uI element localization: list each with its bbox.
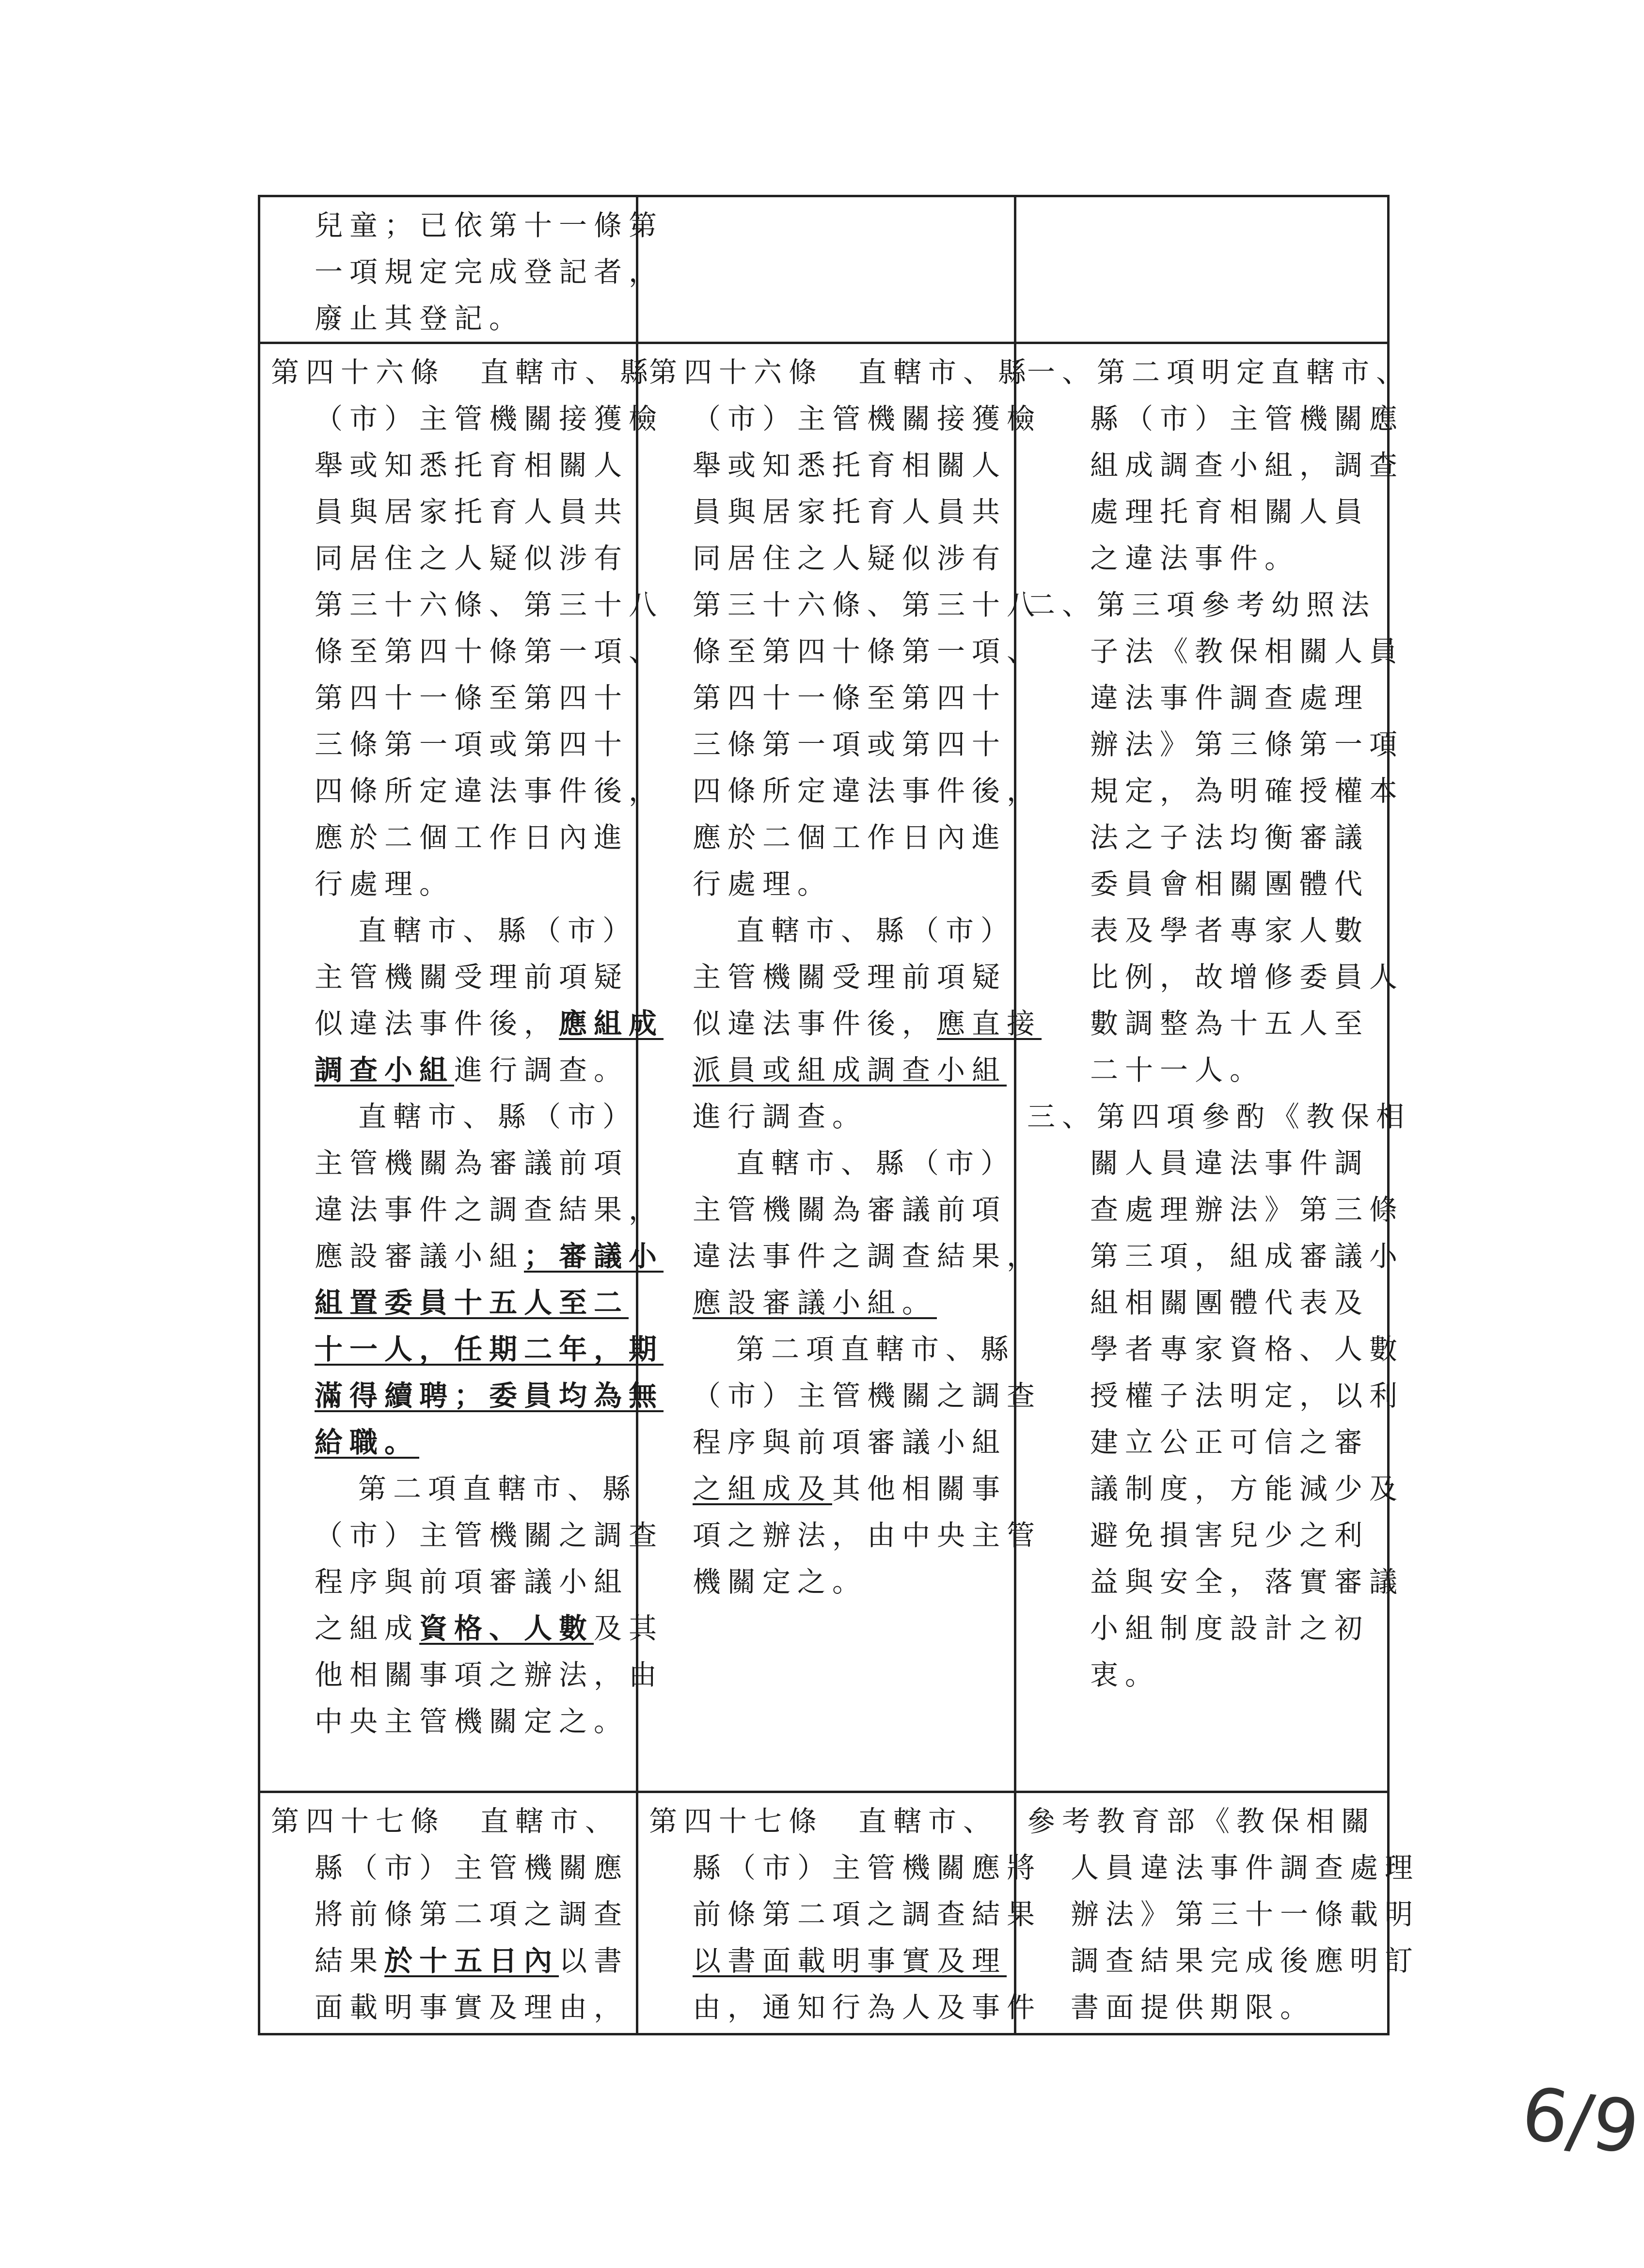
explanation-item: 三、第四項參酌《教保相 xyxy=(1027,1100,1411,1133)
text-line: 兒童；已依第十一條第 xyxy=(315,209,664,242)
text-line: 第三十六條、第三十八 xyxy=(693,588,1042,621)
text-line: 直轄市、縣（市） xyxy=(736,1147,1016,1180)
cell-current-text xyxy=(637,1792,1042,2034)
text-run: 以書 xyxy=(559,1944,629,1977)
text-line: 二十一人。 xyxy=(1090,1054,1265,1087)
text-line: 縣（市）主管機關應 xyxy=(1090,402,1405,435)
underlined-text: 應直接 xyxy=(937,1007,1042,1040)
text-line: 直轄市、縣（市） xyxy=(358,1100,638,1133)
text-line xyxy=(271,1000,664,1047)
text-line: 同居住之人疑似涉有 xyxy=(693,542,1007,575)
text-line: 比例，故增修委員人 xyxy=(1090,961,1405,993)
text-line: 違法事件調查處理 xyxy=(1090,681,1370,714)
text-line: 主管機關受理前項疑 xyxy=(315,961,629,993)
text-line: 行處理。 xyxy=(693,867,833,900)
table-row xyxy=(259,343,1389,1792)
text-line: 員與居家托育人員共 xyxy=(693,495,1007,528)
text-line: 程序與前項審議小組 xyxy=(315,1565,629,1598)
text-line: 組相關團體代表及 xyxy=(1090,1286,1370,1319)
text-line: 第三十六條、第三十八 xyxy=(315,588,664,621)
text-line xyxy=(271,1233,664,1279)
text-line: 同居住之人疑似涉有 xyxy=(315,542,629,575)
text-line: 中央主管機關定之。 xyxy=(315,1705,629,1738)
text-line xyxy=(271,1419,629,1465)
text-line: 子法《教保相關人員 xyxy=(1090,635,1405,668)
text-line: 四條所定違法事件後， xyxy=(693,774,1042,807)
text-line: 第二項直轄市、縣 xyxy=(736,1333,1016,1366)
text-line: 主管機關為審議前項 xyxy=(315,1147,629,1180)
table-row xyxy=(259,1792,1389,2034)
underlined-text: ；審議小 xyxy=(524,1240,664,1273)
text-run: 似違法事件後， xyxy=(315,1007,559,1040)
text-line: 辦法》第三十一條載明 xyxy=(1071,1898,1420,1931)
text-line: 法之子法均衡審議 xyxy=(1090,821,1370,854)
text-line: 組成調查小組，調查 xyxy=(1090,449,1405,482)
text-line: 委員會相關團體代 xyxy=(1090,867,1370,900)
text-line: 縣（市）主管機關應 xyxy=(315,1851,629,1884)
text-line: 第三項，組成審議小 xyxy=(1090,1240,1405,1273)
text-line: 直轄市、縣（市） xyxy=(358,914,638,947)
underlined-text: 以書面載明事實及理 xyxy=(693,1944,1007,1977)
text-line: 避免損害兒少之利 xyxy=(1090,1519,1370,1552)
explanation-item: 一、第二項明定直轄市、 xyxy=(1027,356,1411,389)
text-line: 益與安全，落實審議 xyxy=(1090,1565,1405,1598)
text-line: 三條第一項或第四十 xyxy=(693,728,1007,761)
underlined-text: 之組成及 xyxy=(693,1472,833,1505)
text-line: 議制度，方能減少及 xyxy=(1090,1472,1405,1505)
text-run: 其他相關事 xyxy=(832,1472,1007,1505)
text-line: 進行調查。 xyxy=(693,1100,868,1133)
text-line: 他相關事項之辦法，由 xyxy=(315,1658,664,1691)
text-line: 四條所定違法事件後， xyxy=(315,774,664,807)
article-heading: 第四十六條 直轄市、縣 xyxy=(649,356,1033,389)
text-line xyxy=(271,1605,664,1652)
cell-explanation xyxy=(1015,1792,1420,2034)
explanation-item: 二、第三項參考幼照法 xyxy=(1027,588,1376,621)
text-line: 建立公正可信之審 xyxy=(1090,1426,1370,1459)
text-run: 似違法事件後， xyxy=(693,1007,937,1040)
article-heading: 第四十七條 直轄市、 xyxy=(649,1805,998,1838)
underlined-text: 應組成 xyxy=(559,1007,664,1040)
text-line: 直轄市、縣（市） xyxy=(736,914,1016,947)
text-line xyxy=(649,1000,1042,1047)
text-line: 書面提供期限。 xyxy=(1071,1991,1315,2024)
text-line: 機關定之。 xyxy=(693,1565,868,1598)
article-heading: 第四十七條 直轄市、 xyxy=(271,1805,620,1838)
text-line: （市）主管機關接獲檢 xyxy=(693,402,1042,435)
text-line: 辦法》第三條第一項 xyxy=(1090,728,1405,761)
text-line xyxy=(649,1465,1007,1512)
text-line: 將前條第二項之調查 xyxy=(315,1898,629,1931)
cell-current-text xyxy=(637,196,1015,343)
text-line: 主管機關為審議前項 xyxy=(693,1193,1007,1226)
text-line: 表及學者專家人數 xyxy=(1090,914,1370,947)
text-line: 違法事件之調查結果， xyxy=(315,1193,664,1226)
underlined-text: 十一人，任期二年，期 xyxy=(315,1333,664,1366)
text-line: 員與居家托育人員共 xyxy=(315,495,629,528)
underlined-text: 於十五日內 xyxy=(384,1944,559,1977)
text-line: 處理托育相關人員 xyxy=(1090,495,1370,528)
text-line: 第四十一條至第四十 xyxy=(693,681,1007,714)
text-line: 主管機關受理前項疑 xyxy=(693,961,1007,993)
text-run: 及其 xyxy=(594,1612,664,1645)
text-line: （市）主管機關接獲檢 xyxy=(315,402,664,435)
text-line: 查處理辦法》第三條 xyxy=(1090,1193,1405,1226)
text-line: 一項規定完成登記者， xyxy=(315,255,664,288)
underlined-text: 資格、人數 xyxy=(419,1612,594,1645)
article-heading: 第四十六條 直轄市、縣 xyxy=(271,356,655,389)
text-line: 小組制度設計之初 xyxy=(1090,1612,1370,1645)
cell-explanation xyxy=(1015,343,1411,1792)
text-line: 舉或知悉托育相關人 xyxy=(315,449,629,482)
table-row xyxy=(259,196,1389,343)
text-line: 規定，為明確授權本 xyxy=(1090,774,1405,807)
text-line: （市）主管機關之調查 xyxy=(693,1379,1042,1412)
cell-current-text xyxy=(637,343,1042,1792)
cell-amended-text xyxy=(259,343,664,1792)
cell-amended-text xyxy=(259,1792,637,2034)
text-run: 結果 xyxy=(315,1944,385,1977)
text-line xyxy=(271,1937,629,1984)
text-line xyxy=(649,1937,1007,1984)
text-line: 條至第四十條第一項、 xyxy=(693,635,1042,668)
text-line xyxy=(649,1279,1007,1326)
text-line: 第二項直轄市、縣 xyxy=(358,1472,638,1505)
text-line: 應於二個工作日內進 xyxy=(693,821,1007,854)
cell-explanation xyxy=(1015,196,1389,343)
underlined-text: 組置委員十五人至二 xyxy=(315,1286,629,1319)
text-line: 由，通知行為人及事件 xyxy=(693,1991,1042,2024)
text-line: （市）主管機關之調查 xyxy=(315,1519,664,1552)
text-line: 舉或知悉托育相關人 xyxy=(693,449,1007,482)
text-line xyxy=(649,1047,1007,1093)
text-line: 之違法事件。 xyxy=(1090,542,1300,575)
text-line: 關人員違法事件調 xyxy=(1090,1147,1370,1180)
text-line: 項之辦法，由中央主管 xyxy=(693,1519,1042,1552)
text-line: 三條第一項或第四十 xyxy=(315,728,629,761)
underlined-text: 應設審議小組。 xyxy=(693,1286,937,1319)
text-line: 人員違法事件調查處理 xyxy=(1071,1851,1420,1884)
text-line: 程序與前項審議小組 xyxy=(693,1426,1007,1459)
page-number: 6/9 xyxy=(1517,2071,1644,2171)
underlined-text: 調查小組 xyxy=(315,1054,455,1087)
underlined-text: 給職。 xyxy=(315,1426,420,1459)
text-line: 學者專家資格、人數 xyxy=(1090,1333,1405,1366)
text-line: 前條第二項之調查結果 xyxy=(693,1898,1042,1931)
comparison-table xyxy=(258,195,1420,2035)
text-line: 面載明事實及理由， xyxy=(315,1991,629,2024)
text-line: 條至第四十條第一項、 xyxy=(315,635,664,668)
text-run: 應設審議小組 xyxy=(315,1240,524,1273)
text-line: 衷。 xyxy=(1090,1658,1160,1691)
text-line: 廢止其登記。 xyxy=(315,302,524,335)
text-line: 行處理。 xyxy=(315,867,455,900)
text-line: 應於二個工作日內進 xyxy=(315,821,629,854)
text-line xyxy=(271,1047,629,1093)
text-run: 進行調查。 xyxy=(454,1054,629,1087)
text-line: 違法事件之調查結果， xyxy=(693,1240,1042,1273)
text-line: 授權子法明定，以利 xyxy=(1090,1379,1405,1412)
text-line: 參考教育部《教保相關 xyxy=(1027,1805,1376,1838)
text-line: 數調整為十五人至 xyxy=(1090,1007,1370,1040)
text-line: 第四十一條至第四十 xyxy=(315,681,629,714)
cell-amended-text xyxy=(259,196,664,343)
underlined-text: 滿得續聘；委員均為無 xyxy=(315,1379,664,1412)
text-line: 調查結果完成後應明訂 xyxy=(1071,1944,1420,1977)
text-line: 縣（市）主管機關應將 xyxy=(693,1851,1042,1884)
underlined-text: 派員或組成調查小組 xyxy=(693,1054,1007,1087)
text-run: 之組成 xyxy=(315,1612,420,1645)
